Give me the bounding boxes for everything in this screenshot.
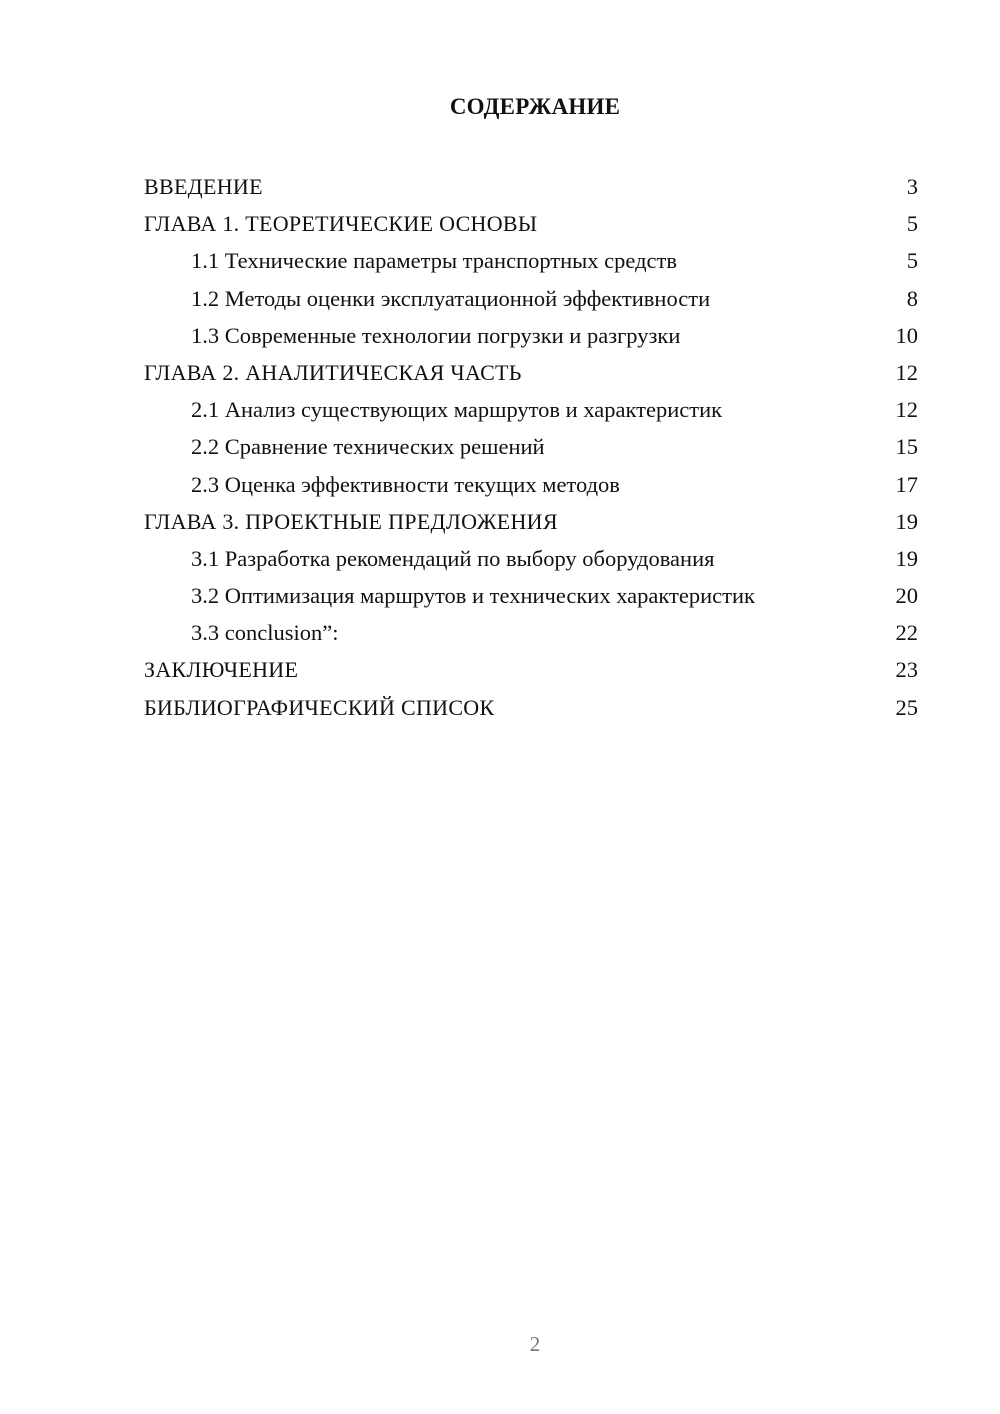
toc-entry-page: 15 — [895, 434, 918, 460]
toc-entry-text: 3.1 Разработка рекомендаций по выбору оборудования — [191, 545, 715, 571]
toc-entry-text: 3.3 conclusion”: — [191, 620, 339, 646]
toc-entry-page: 5 — [906, 248, 918, 274]
toc-entry-page: 12 — [895, 397, 918, 423]
toc-entry-text: ГЛАВА 1. ТЕОРЕТИЧЕСКИЕ ОСНОВЫ — [144, 211, 538, 237]
toc-entry-section-1-1 — [144, 242, 918, 279]
toc-entry-text: ВВЕДЕНИЕ — [144, 174, 263, 199]
toc-entry-section-1-2 — [144, 280, 918, 317]
toc-entry-page: 12 — [895, 359, 918, 385]
page-title: СОДЕРЖАНИЕ — [449, 94, 621, 119]
toc-entry-page: 19 — [895, 508, 918, 534]
toc-entry-page: 25 — [895, 694, 918, 720]
toc-entry-section-2-1 — [144, 391, 918, 428]
toc-entry-chapter-1 — [144, 205, 918, 242]
toc-entry-page: 19 — [895, 545, 918, 571]
toc-entry-section-2-2 — [144, 428, 918, 465]
toc-entry-text: 2.3 Оценка эффективности текущих методов — [191, 471, 620, 497]
toc-entry-page: 20 — [895, 583, 918, 609]
toc-entry-text: 2.1 Анализ существующих маршрутов и характеристик — [191, 397, 723, 423]
toc-entry-page: 3 — [906, 174, 918, 199]
toc-entry-section-2-3 — [144, 466, 918, 503]
toc-entry-page: 23 — [895, 657, 918, 683]
toc-entry-text: ЗАКЛЮЧЕНИЕ — [144, 657, 299, 683]
toc-entry-page: 5 — [906, 211, 918, 237]
toc-entry-chapter-2 — [144, 354, 918, 391]
toc-entry-text: ГЛАВА 3. ПРОЕКТНЫЕ ПРЕДЛОЖЕНИЯ — [144, 508, 558, 534]
toc-entry-text: 3.2 Оптимизация маршрутов и технических характеристик — [191, 583, 755, 609]
toc-entry-section-3-1 — [144, 540, 918, 577]
toc-entry-page: 10 — [895, 322, 918, 348]
toc-entry-page: 8 — [906, 285, 918, 311]
toc-entry-text: 1.1 Технические параметры транспортных средств — [191, 248, 677, 274]
toc-entry-page: 22 — [895, 620, 918, 646]
toc-entry-section-3-2 — [144, 577, 918, 614]
table-of-contents — [144, 168, 918, 726]
toc-entry-page: 17 — [895, 471, 918, 497]
toc-entry-section-3-3 — [144, 614, 918, 651]
toc-entry-text: 2.2 Сравнение технических решений — [191, 434, 545, 460]
toc-entry-conclusion — [144, 651, 918, 688]
page-number: 2 — [529, 1332, 541, 1356]
toc-entry-text: 1.2 Методы оценки эксплуатационной эффективности — [191, 285, 711, 311]
toc-entry-text: ГЛАВА 2. АНАЛИТИЧЕСКАЯ ЧАСТЬ — [144, 359, 522, 385]
toc-entry-bibliography — [144, 689, 918, 726]
toc-entry-chapter-3 — [144, 503, 918, 540]
toc-entry-text: БИБЛИОГРАФИЧЕСКИЙ СПИСОК — [144, 694, 495, 720]
toc-entry-section-1-3 — [144, 317, 918, 354]
toc-entry-introduction — [144, 168, 918, 205]
toc-entry-text: 1.3 Современные технологии погрузки и разгрузки — [191, 322, 681, 348]
